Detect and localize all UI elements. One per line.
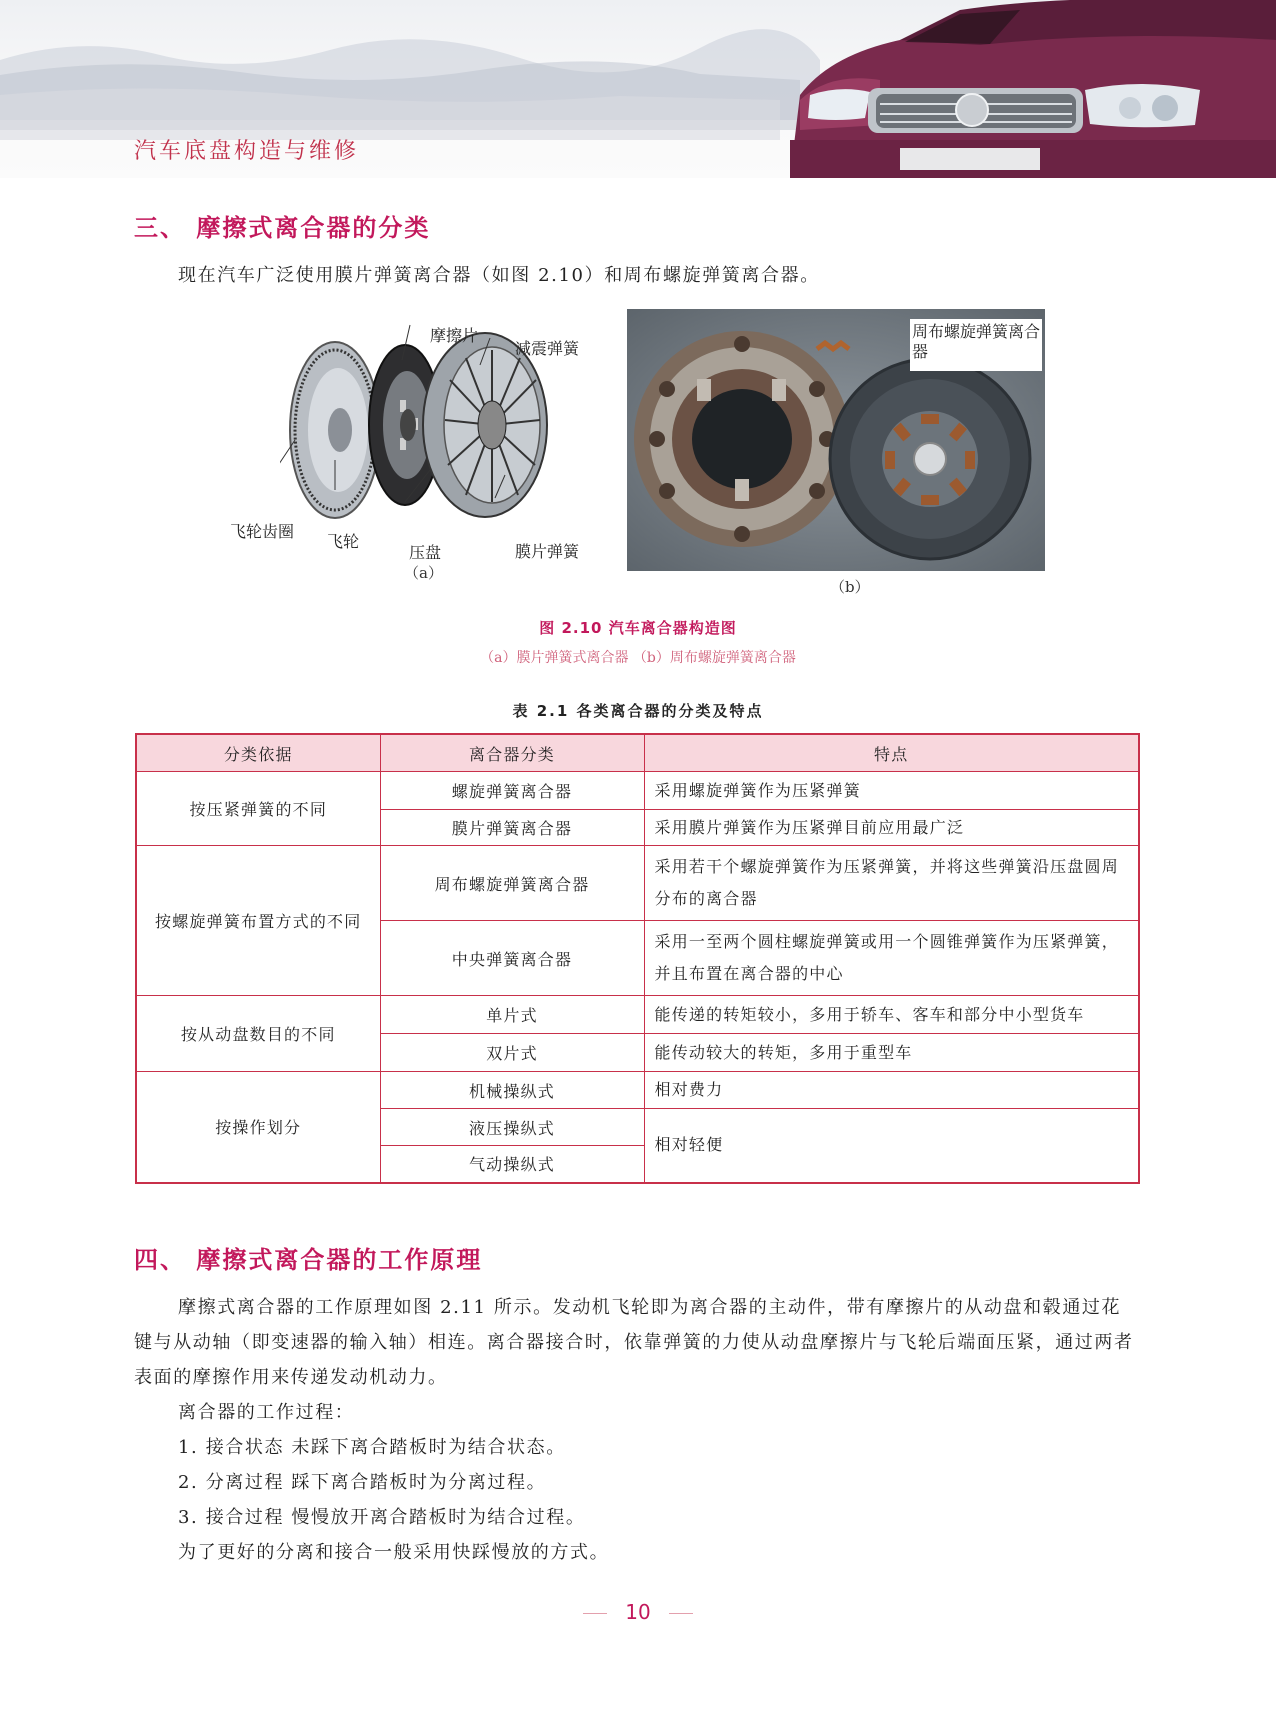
table-type-cell: 机械操纵式 [380, 1072, 644, 1109]
section-3-intro-block [134, 258, 1140, 293]
table-header-row [136, 734, 1139, 772]
table-feature-cell: 能传递的转矩较小，多用于轿车、客车和部分中小型货车 [644, 996, 1139, 1034]
table-type-cell: 螺旋弹簧离合器 [380, 772, 644, 810]
table-type-cell: 周布螺旋弹簧离合器 [380, 846, 644, 921]
table-header-cell: 离合器分类 [380, 734, 644, 772]
label-friction-plate: 摩擦片 [430, 326, 479, 345]
label-b-coil-clutch [912, 322, 1040, 362]
table-type-cell: 中央弹簧离合器 [380, 921, 644, 996]
page-header [0, 0, 1276, 178]
table-type-cell: 单片式 [380, 996, 644, 1034]
table-basis-cell: 按操作划分 [136, 1072, 380, 1183]
process-step: 1. 接合状态 未踩下离合踏板时为结合状态。 [178, 1437, 566, 1458]
table-basis-cell: 按从动盘数目的不同 [136, 996, 380, 1072]
table-basis-cell: 按螺旋弹簧布置方式的不同 [136, 846, 380, 996]
table-feature-cell: 采用一至两个圆柱螺旋弹簧或用一个圆锥弹簧作为压紧弹簧，并且布置在离合器的中心 [644, 921, 1139, 996]
section-3-intro: 现在汽车广泛使用膜片弹簧离合器（如图 2.10）和周布螺旋弹簧离合器。 [178, 265, 820, 286]
table-row [136, 996, 1139, 1034]
page-number-block [0, 1600, 1276, 1624]
table-feature-cell: 相对费力 [644, 1072, 1139, 1109]
label-flywheel: 飞轮 [327, 532, 360, 551]
figure-a-sublabel: （a） [404, 564, 443, 582]
table-type-cell: 膜片弹簧离合器 [380, 810, 644, 846]
figure-caption-sub: （a）膜片弹簧式离合器 （b）周布螺旋弹簧离合器 [480, 650, 796, 666]
table-row [136, 846, 1139, 921]
book-title: 汽车底盘构造与维修 [134, 139, 360, 164]
figure-b-sublabel: （b） [830, 578, 870, 596]
process-step: 3. 接合过程 慢慢放开离合踏板时为结合过程。 [178, 1507, 586, 1528]
table-feature-cell: 采用螺旋弹簧作为压紧弹簧 [644, 772, 1139, 810]
table-type-cell: 双片式 [380, 1034, 644, 1072]
table-row [136, 1072, 1139, 1109]
section-4-paragraph: 摩擦式离合器的工作原理如图 2.11 所示。发动机飞轮即为离合器的主动件，带有摩擦片的从动盘和毂通过花键与从动轴（即变速器的输入轴）相连。离合器接合时，依靠弹簧的力使从动盘摩擦片与飞轮后端面压紧，通过两者表面的摩擦作用来传递发动机动力。 [134, 1297, 1134, 1388]
section-4-heading: 四、 摩擦式离合器的工作原理 [134, 1246, 483, 1274]
closing-line: 为了更好的分离和接合一般采用快踩慢放的方式。 [178, 1542, 610, 1563]
table-feature-cell: 相对轻便 [644, 1109, 1139, 1183]
table-type-cell: 液压操纵式 [380, 1109, 644, 1146]
section-4-body [134, 1290, 1140, 1570]
page-number-dash-left [583, 1613, 607, 1614]
label-pressure-plate: 压盘 [409, 543, 442, 562]
clutch-classification-table [135, 733, 1140, 1184]
label-b-line2: 器 [912, 342, 929, 361]
table-header-cell: 分类依据 [136, 734, 380, 772]
label-diaphragm-spring: 膜片弹簧 [515, 542, 580, 561]
table-title: 表 2.1 各类离合器的分类及特点 [512, 702, 764, 720]
car-illustration [790, 0, 1276, 178]
label-flywheel-ring: 飞轮齿圈 [230, 522, 295, 541]
figure-caption: 图 2.10 汽车离合器构造图 [539, 619, 737, 637]
section-3-heading: 三、 摩擦式离合器的分类 [134, 214, 431, 242]
table-feature-cell: 能传动较大的转矩，多用于重型车 [644, 1034, 1139, 1072]
label-b-line1: 周布螺旋弹簧离合 [912, 322, 1041, 341]
label-damper-spring: 减震弹簧 [515, 339, 580, 358]
table-basis-cell: 按压紧弹簧的不同 [136, 772, 380, 846]
table-type-cell: 气动操纵式 [380, 1146, 644, 1183]
table-header-cell: 特点 [644, 734, 1139, 772]
process-title: 离合器的工作过程： [178, 1402, 355, 1423]
page-number: 10 [625, 1600, 651, 1624]
process-step: 2. 分离过程 踩下离合踏板时为分离过程。 [178, 1472, 547, 1493]
table-row [136, 772, 1139, 810]
table-feature-cell: 采用膜片弹簧作为压紧弹目前应用最广泛 [644, 810, 1139, 846]
table-feature-cell: 采用若干个螺旋弹簧作为压紧弹簧，并将这些弹簧沿压盘圆周分布的离合器 [644, 846, 1139, 921]
page-number-dash-right [669, 1613, 693, 1614]
